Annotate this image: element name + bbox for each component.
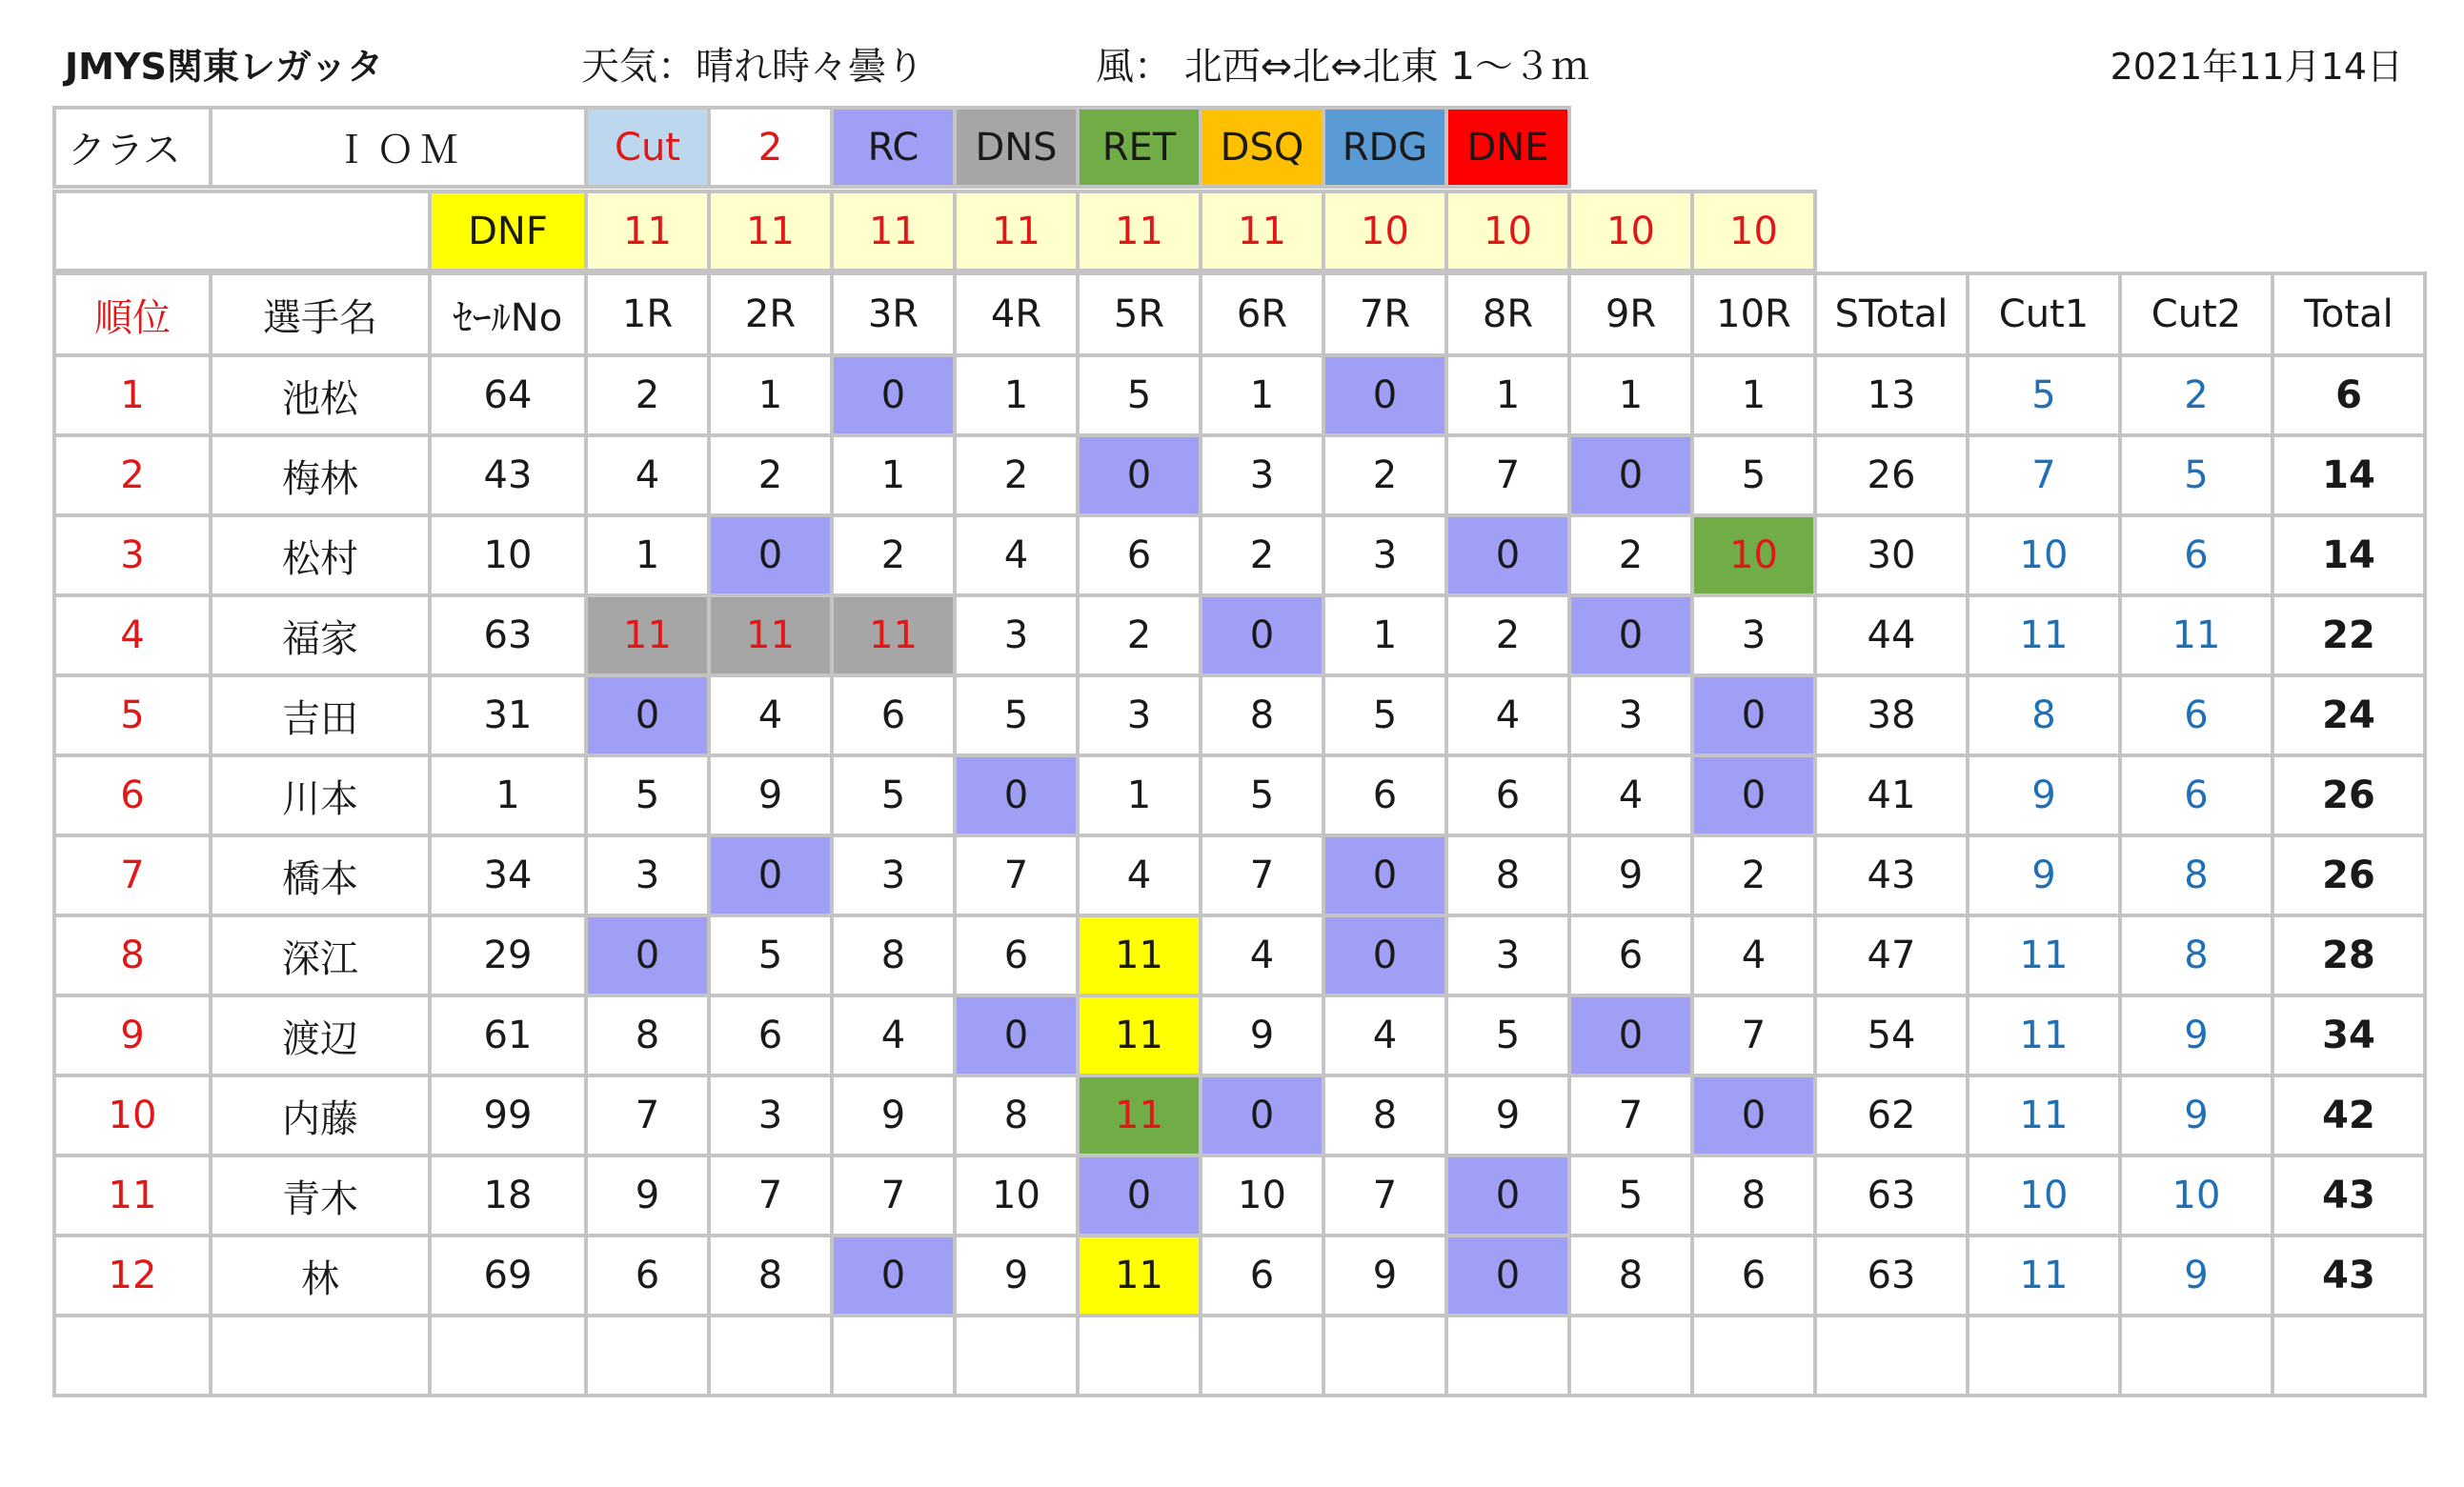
total-cell: 14	[2272, 515, 2425, 595]
legend-dsq: DSQ	[1201, 108, 1323, 187]
race-score-cell: 0	[955, 995, 1078, 1075]
race-score-cell: 8	[1201, 675, 1323, 755]
race-score-cell: 11	[709, 595, 832, 675]
sail-number-cell: 61	[430, 995, 586, 1075]
race-score-cell: 0	[1323, 915, 1446, 995]
race-score-cell: 11	[1078, 995, 1201, 1075]
race-score-cell: 4	[1446, 675, 1569, 755]
column-header: Cut1	[1968, 273, 2120, 355]
race-score-cell: 8	[1446, 835, 1569, 915]
empty-cell	[2272, 1316, 2425, 1396]
cut2-cell: 6	[2120, 675, 2272, 755]
race-score-cell: 0	[1692, 755, 1815, 835]
race-score-cell: 4	[1078, 835, 1201, 915]
column-header: 4R	[955, 273, 1078, 355]
sail-number-cell: 64	[430, 355, 586, 435]
legend-ret: RET	[1078, 108, 1201, 187]
race-score-cell: 1	[832, 435, 955, 515]
empty-cell	[2120, 1316, 2272, 1396]
race-score-cell: 6	[832, 675, 955, 755]
race-score-cell: 4	[1323, 995, 1446, 1075]
rank-cell: 8	[54, 915, 211, 995]
rank-cell: 2	[54, 435, 211, 515]
race-score-cell: 4	[955, 515, 1078, 595]
race-score-cell: 4	[709, 675, 832, 755]
sail-number-cell: 18	[430, 1155, 586, 1236]
column-header: 3R	[832, 273, 955, 355]
race-score-cell: 6	[709, 995, 832, 1075]
column-header: Cut2	[2120, 273, 2272, 355]
sail-number-cell: 29	[430, 915, 586, 995]
cut1-cell: 9	[1968, 835, 2120, 915]
legend-dns: DNS	[955, 108, 1078, 187]
empty-cell	[430, 1316, 586, 1396]
race-score-cell: 5	[1569, 1155, 1692, 1236]
cut2-cell: 2	[2120, 355, 2272, 435]
race-score-cell: 6	[586, 1236, 709, 1316]
total-cell: 26	[2272, 835, 2425, 915]
rank-cell: 12	[54, 1236, 211, 1316]
legend-rdg: RDG	[1323, 108, 1446, 187]
race-score-cell: 0	[709, 835, 832, 915]
race-score-cell: 0	[1078, 1155, 1201, 1236]
sail-number-cell: 1	[430, 755, 586, 835]
cut1-cell: 11	[1968, 995, 2120, 1075]
race-score-cell: 2	[1201, 515, 1323, 595]
results-header-row	[54, 273, 2425, 355]
dnf-score-r5: 11	[1078, 191, 1201, 271]
race-score-cell: 5	[709, 915, 832, 995]
race-score-cell: 6	[1692, 1236, 1815, 1316]
empty-cell	[54, 1316, 211, 1396]
race-score-cell: 2	[1569, 515, 1692, 595]
sailor-name-cell: 福家	[211, 595, 430, 675]
sailor-name-cell: 深江	[211, 915, 430, 995]
race-score-cell: 5	[1201, 755, 1323, 835]
cut1-cell: 10	[1968, 515, 2120, 595]
race-score-cell: 8	[1569, 1236, 1692, 1316]
cut2-cell: 6	[2120, 515, 2272, 595]
race-score-cell: 0	[832, 1236, 955, 1316]
race-score-cell: 7	[955, 835, 1078, 915]
race-score-cell: 1	[586, 515, 709, 595]
subtotal-cell: 13	[1815, 355, 1968, 435]
rank-cell: 10	[54, 1075, 211, 1155]
column-header: ｾｰﾙNo	[430, 273, 586, 355]
race-score-cell: 0	[1569, 435, 1692, 515]
table-row	[54, 355, 2425, 435]
race-score-cell: 10	[1692, 515, 1815, 595]
race-score-cell: 8	[1692, 1155, 1815, 1236]
table-row	[54, 995, 2425, 1075]
race-score-cell: 0	[1201, 1075, 1323, 1155]
subtotal-cell: 47	[1815, 915, 1968, 995]
race-score-cell: 2	[1078, 595, 1201, 675]
total-cell: 14	[2272, 435, 2425, 515]
race-score-cell: 1	[1569, 355, 1692, 435]
race-score-cell: 0	[1078, 435, 1201, 515]
table-row	[54, 515, 2425, 595]
empty-cell	[586, 1316, 709, 1396]
legend-two: 2	[709, 108, 832, 187]
race-score-cell: 6	[1323, 755, 1446, 835]
sailor-name-cell: 川本	[211, 755, 430, 835]
column-header: STotal	[1815, 273, 1968, 355]
cut2-cell: 10	[2120, 1155, 2272, 1236]
race-score-cell: 6	[1201, 1236, 1323, 1316]
column-header: 7R	[1323, 273, 1446, 355]
empty-cell	[1815, 1316, 1968, 1396]
race-score-cell: 6	[1078, 515, 1201, 595]
race-score-cell: 1	[1201, 355, 1323, 435]
dnf-score-r4: 11	[955, 191, 1078, 271]
race-score-cell: 4	[832, 995, 955, 1075]
sailor-name-cell: 吉田	[211, 675, 430, 755]
race-score-cell: 3	[586, 835, 709, 915]
sailor-name-cell: 梅林	[211, 435, 430, 515]
total-cell: 24	[2272, 675, 2425, 755]
sail-number-cell: 31	[430, 675, 586, 755]
race-score-cell: 9	[955, 1236, 1078, 1316]
table-row	[54, 835, 2425, 915]
rank-cell: 6	[54, 755, 211, 835]
cut1-cell: 11	[1968, 1075, 2120, 1155]
cut2-cell: 9	[2120, 1075, 2272, 1155]
race-score-cell: 5	[1078, 355, 1201, 435]
subtotal-cell: 30	[1815, 515, 1968, 595]
race-score-cell: 0	[1323, 355, 1446, 435]
race-score-cell: 7	[1201, 835, 1323, 915]
subtotal-cell: 43	[1815, 835, 1968, 915]
table-row-blank	[54, 1316, 2425, 1396]
dnf-score-r7: 10	[1323, 191, 1446, 271]
race-score-cell: 3	[1323, 515, 1446, 595]
cut1-cell: 5	[1968, 355, 2120, 435]
legend-cut: Cut	[586, 108, 709, 187]
cut1-cell: 7	[1968, 435, 2120, 515]
class-value: ＩＯＭ	[211, 108, 586, 187]
cut1-cell: 11	[1968, 1236, 2120, 1316]
cut2-cell: 5	[2120, 435, 2272, 515]
race-score-cell: 5	[1446, 995, 1569, 1075]
race-score-cell: 3	[1692, 595, 1815, 675]
dnf-score-r9: 10	[1569, 191, 1692, 271]
column-header: Total	[2272, 273, 2425, 355]
race-score-cell: 9	[1201, 995, 1323, 1075]
cut2-cell: 11	[2120, 595, 2272, 675]
dnf-score-r6: 11	[1201, 191, 1323, 271]
rank-cell: 9	[54, 995, 211, 1075]
sail-number-cell: 10	[430, 515, 586, 595]
race-score-cell: 2	[1323, 435, 1446, 515]
empty-cell	[1692, 1316, 1815, 1396]
cut2-cell: 9	[2120, 1236, 2272, 1316]
race-score-cell: 10	[1201, 1155, 1323, 1236]
dnf-score-r10: 10	[1692, 191, 1815, 271]
race-score-cell: 7	[709, 1155, 832, 1236]
race-score-cell: 7	[1569, 1075, 1692, 1155]
rank-cell: 1	[54, 355, 211, 435]
race-score-cell: 0	[1692, 1075, 1815, 1155]
race-score-cell: 0	[832, 355, 955, 435]
cut2-cell: 6	[2120, 755, 2272, 835]
column-header: 選手名	[211, 273, 430, 355]
race-score-cell: 0	[955, 755, 1078, 835]
cut1-cell: 11	[1968, 595, 2120, 675]
column-header: 5R	[1078, 273, 1201, 355]
race-score-cell: 1	[955, 355, 1078, 435]
race-score-cell: 9	[1569, 835, 1692, 915]
subtotal-cell: 54	[1815, 995, 1968, 1075]
race-score-cell: 11	[1078, 1075, 1201, 1155]
weather-info: 天気：晴れ時々曇り	[581, 45, 924, 89]
table-row	[54, 1236, 2425, 1316]
empty-cell	[709, 1316, 832, 1396]
race-score-cell: 7	[586, 1075, 709, 1155]
race-score-cell: 5	[1692, 435, 1815, 515]
table-row	[54, 755, 2425, 835]
race-score-cell: 0	[1569, 995, 1692, 1075]
race-score-cell: 4	[586, 435, 709, 515]
race-score-cell: 6	[1446, 755, 1569, 835]
dnf-score-r2: 11	[709, 191, 832, 271]
race-score-cell: 3	[1446, 915, 1569, 995]
dnf-score-r8: 10	[1446, 191, 1569, 271]
race-score-cell: 0	[586, 915, 709, 995]
race-score-cell: 0	[1569, 595, 1692, 675]
dnf-label: DNF	[430, 191, 586, 271]
race-score-cell: 10	[955, 1155, 1078, 1236]
sailor-name-cell: 橋本	[211, 835, 430, 915]
empty-cell	[211, 1316, 430, 1396]
wind-info: 風： 北西⇔北⇔北東 1～３ｍ	[1096, 45, 1589, 89]
total-cell: 43	[2272, 1155, 2425, 1236]
cut1-cell: 10	[1968, 1155, 2120, 1236]
race-score-cell: 9	[1446, 1075, 1569, 1155]
race-score-cell: 1	[1078, 755, 1201, 835]
race-score-cell: 0	[586, 675, 709, 755]
race-score-cell: 11	[586, 595, 709, 675]
race-score-cell: 0	[709, 515, 832, 595]
dnf-row-blank	[54, 191, 430, 271]
race-score-cell: 6	[955, 915, 1078, 995]
table-row	[54, 1075, 2425, 1155]
empty-cell	[1968, 1316, 2120, 1396]
race-score-cell: 3	[832, 835, 955, 915]
dnf-score-r1: 11	[586, 191, 709, 271]
sail-number-cell: 99	[430, 1075, 586, 1155]
rank-cell: 7	[54, 835, 211, 915]
table-row	[54, 915, 2425, 995]
race-score-cell: 3	[709, 1075, 832, 1155]
race-score-cell: 3	[1201, 435, 1323, 515]
legend-table	[52, 106, 1571, 189]
race-score-cell: 7	[1692, 995, 1815, 1075]
sail-number-cell: 63	[430, 595, 586, 675]
cut1-cell: 9	[1968, 755, 2120, 835]
rank-cell: 5	[54, 675, 211, 755]
race-score-cell: 8	[586, 995, 709, 1075]
cut1-cell: 11	[1968, 915, 2120, 995]
total-cell: 26	[2272, 755, 2425, 835]
race-score-cell: 9	[586, 1155, 709, 1236]
sail-number-cell: 43	[430, 435, 586, 515]
rank-cell: 4	[54, 595, 211, 675]
race-score-cell: 11	[832, 595, 955, 675]
column-header: 2R	[709, 273, 832, 355]
empty-cell	[1201, 1316, 1323, 1396]
sailor-name-cell: 青木	[211, 1155, 430, 1236]
race-score-cell: 5	[1323, 675, 1446, 755]
race-score-cell: 1	[1323, 595, 1446, 675]
total-cell: 34	[2272, 995, 2425, 1075]
race-score-cell: 0	[1446, 1236, 1569, 1316]
subtotal-cell: 63	[1815, 1155, 1968, 1236]
race-score-cell: 2	[955, 435, 1078, 515]
race-score-cell: 0	[1201, 595, 1323, 675]
race-score-cell: 7	[1446, 435, 1569, 515]
sail-number-cell: 69	[430, 1236, 586, 1316]
race-score-cell: 8	[955, 1075, 1078, 1155]
column-header: 順位	[54, 273, 211, 355]
sailor-name-cell: 池松	[211, 355, 430, 435]
column-header: 6R	[1201, 273, 1323, 355]
race-score-cell: 4	[1569, 755, 1692, 835]
dnf-score-table	[52, 190, 1817, 272]
sail-number-cell: 34	[430, 835, 586, 915]
event-date: 2021年11月14日	[2110, 46, 2403, 88]
race-score-cell: 2	[1692, 835, 1815, 915]
cut2-cell: 8	[2120, 915, 2272, 995]
legend-rc: RC	[832, 108, 955, 187]
empty-cell	[955, 1316, 1078, 1396]
subtotal-cell: 41	[1815, 755, 1968, 835]
race-score-cell: 5	[586, 755, 709, 835]
race-score-cell: 0	[1323, 835, 1446, 915]
empty-cell	[1323, 1316, 1446, 1396]
race-score-cell: 9	[1323, 1236, 1446, 1316]
empty-cell	[1569, 1316, 1692, 1396]
race-score-cell: 8	[832, 915, 955, 995]
class-label: クラス	[54, 108, 211, 187]
regatta-title: JMYS関東レガッタ	[65, 46, 384, 88]
race-score-cell: 7	[1323, 1155, 1446, 1236]
race-score-cell: 4	[1201, 915, 1323, 995]
race-score-cell: 6	[1569, 915, 1692, 995]
race-score-cell: 1	[1692, 355, 1815, 435]
race-score-cell: 0	[1692, 675, 1815, 755]
race-score-cell: 2	[586, 355, 709, 435]
race-score-cell: 0	[1446, 515, 1569, 595]
race-score-cell: 3	[955, 595, 1078, 675]
race-score-cell: 11	[1078, 1236, 1201, 1316]
empty-cell	[1078, 1316, 1201, 1396]
race-score-cell: 1	[709, 355, 832, 435]
subtotal-cell: 38	[1815, 675, 1968, 755]
sailor-name-cell: 渡辺	[211, 995, 430, 1075]
table-row	[54, 675, 2425, 755]
rank-cell: 11	[54, 1155, 211, 1236]
race-score-cell: 8	[709, 1236, 832, 1316]
table-row	[54, 595, 2425, 675]
race-score-cell: 5	[955, 675, 1078, 755]
total-cell: 28	[2272, 915, 2425, 995]
rank-cell: 3	[54, 515, 211, 595]
sailor-name-cell: 林	[211, 1236, 430, 1316]
sailor-name-cell: 内藤	[211, 1075, 430, 1155]
race-score-cell: 2	[709, 435, 832, 515]
race-score-cell: 7	[832, 1155, 955, 1236]
table-row	[54, 1155, 2425, 1236]
race-score-cell: 4	[1692, 915, 1815, 995]
race-score-cell: 8	[1323, 1075, 1446, 1155]
cut2-cell: 8	[2120, 835, 2272, 915]
race-score-cell: 2	[832, 515, 955, 595]
subtotal-cell: 26	[1815, 435, 1968, 515]
empty-cell	[1446, 1316, 1569, 1396]
dnf-score-r3: 11	[832, 191, 955, 271]
race-score-cell: 1	[1446, 355, 1569, 435]
total-cell: 22	[2272, 595, 2425, 675]
column-header: 1R	[586, 273, 709, 355]
total-cell: 43	[2272, 1236, 2425, 1316]
race-score-cell: 3	[1569, 675, 1692, 755]
race-score-cell: 3	[1078, 675, 1201, 755]
cut2-cell: 9	[2120, 995, 2272, 1075]
total-cell: 6	[2272, 355, 2425, 435]
results-table	[52, 271, 2427, 1397]
race-score-cell: 2	[1446, 595, 1569, 675]
race-score-cell: 9	[709, 755, 832, 835]
empty-cell	[832, 1316, 955, 1396]
race-score-cell: 5	[832, 755, 955, 835]
column-header: 8R	[1446, 273, 1569, 355]
cut1-cell: 8	[1968, 675, 2120, 755]
sailor-name-cell: 松村	[211, 515, 430, 595]
legend-dne: DNE	[1446, 108, 1569, 187]
race-score-cell: 11	[1078, 915, 1201, 995]
total-cell: 42	[2272, 1075, 2425, 1155]
race-score-cell: 9	[832, 1075, 955, 1155]
subtotal-cell: 62	[1815, 1075, 1968, 1155]
subtotal-cell: 44	[1815, 595, 1968, 675]
column-header: 9R	[1569, 273, 1692, 355]
race-score-cell: 0	[1446, 1155, 1569, 1236]
column-header: 10R	[1692, 273, 1815, 355]
subtotal-cell: 63	[1815, 1236, 1968, 1316]
table-row	[54, 435, 2425, 515]
